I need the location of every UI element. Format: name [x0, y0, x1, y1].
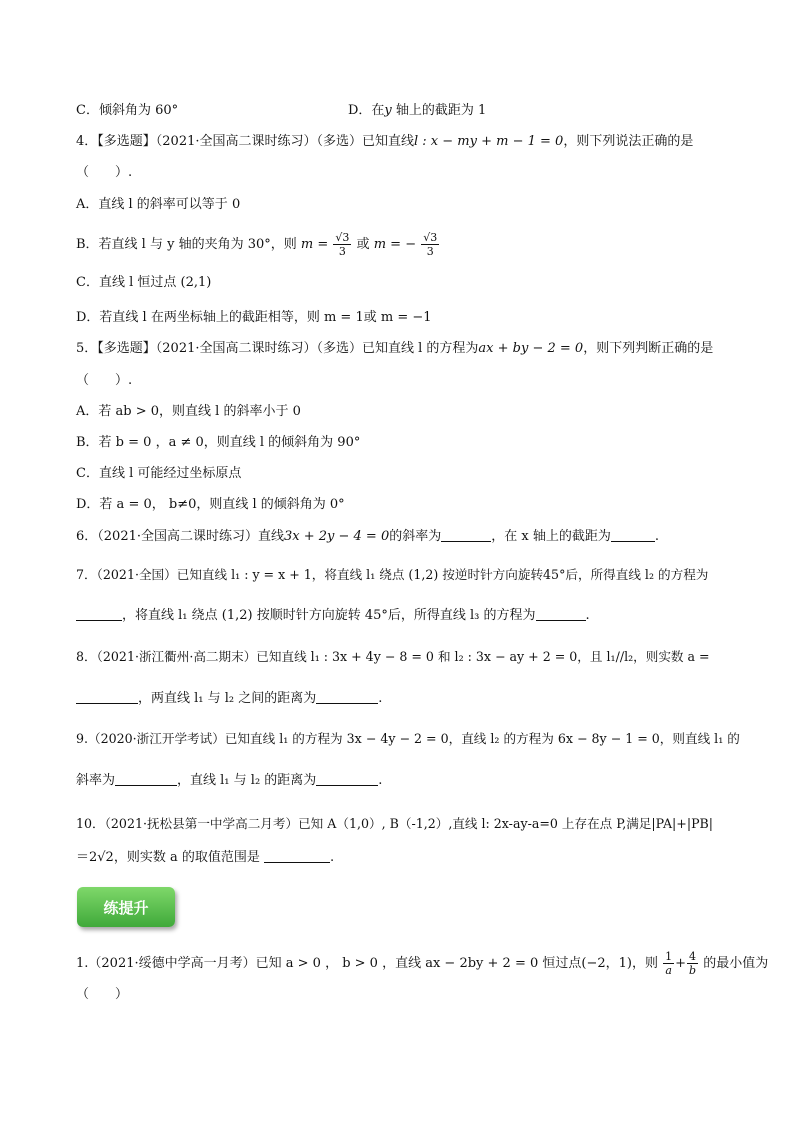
q4-paren: （ ）.	[76, 165, 133, 180]
q7-blank-1[interactable]	[76, 608, 122, 621]
q4-stem-text: 4．【多选题】（2021·全国高二课时练习）（多选）已知直线	[76, 134, 414, 149]
q8-blank-1[interactable]	[76, 691, 138, 704]
p1-frac2-den: b	[689, 964, 697, 977]
q6-equation: 3x + 2y − 4 = 0	[284, 529, 390, 544]
q5-equation: ax + by − 2 = 0	[478, 341, 584, 356]
p1-line1-pre: 1.（2021·绥德中学高一月考）已知 a > 0 ， b > 0 ，直线 ax − 2by + 2 = 0 恒过点(−2，1)，则	[76, 956, 658, 971]
section-button-lian-ti-sheng[interactable]: 练提升	[77, 887, 175, 927]
q5-paren: （ ）.	[76, 373, 133, 388]
q9-line2-pre: 斜率为	[76, 773, 116, 788]
q10-line2-pre: ＝2√2，则实数 a 的取值范围是	[76, 850, 260, 865]
q6-pre: 6．（2021·全国高二课时练习）直线	[76, 529, 284, 544]
q8-end: .	[378, 691, 383, 706]
q6-mid: 的斜率为	[389, 529, 442, 544]
q3-option-c: C．倾斜角为 60°	[76, 103, 179, 118]
q6-blank-2[interactable]	[611, 529, 655, 542]
p1-frac1-num: 1	[665, 950, 673, 963]
q4-option-b-or: 或	[356, 237, 370, 252]
q5-option-b: B．若 b = 0 ，a ≠ 0，则直线 l 的倾斜角为 90°	[76, 435, 361, 450]
p1-fraction-1	[663, 950, 674, 977]
p1-frac2-num: 4	[687, 950, 698, 964]
q4-stem	[76, 133, 693, 151]
p1-frac1-den: a	[665, 964, 672, 977]
q7-end: .	[585, 608, 590, 623]
q7-line-1: 7．（2021·全国）已知直线 l₁ : y = x + 1，将直线 l₁ 绕点 (1,2) 按逆时针方向旋转45°后，所得直线 l₂ 的方程为	[76, 567, 709, 582]
q4-option-b	[76, 231, 440, 258]
q4-fraction-1	[333, 231, 351, 258]
q4-option-d: D．若直线 l 在两坐标轴上的截距相等，则 m = 1或 m = −1	[76, 310, 432, 325]
q8-line-2	[76, 690, 382, 708]
q10-blank[interactable]	[264, 850, 330, 863]
q6-blank-1[interactable]	[441, 529, 491, 542]
q7-line2-mid: ，将直线 l₁ 绕点 (1,2) 按顺时针方向旋转 45°后，所得直线 l₃ 的方程为	[122, 608, 536, 623]
q9-line-2	[76, 772, 382, 790]
q9-line-1: 9.（2020·浙江开学考试）已知直线 l₁ 的方程为 3x − 4y − 2 = 0，直线 l₂ 的方程为 6x − 8y − 1 = 0，则直线 l₁ 的	[76, 731, 740, 746]
q9-line2-mid: ，直线 l₁ 与 l₂ 的距离为	[177, 773, 317, 788]
q6-mid2: ，在 x 轴上的截距为	[491, 529, 611, 544]
q5-stem	[76, 340, 713, 358]
q4-option-b-m2: m = −	[373, 237, 417, 252]
q10-line-1: 10．（2021·抚松县第一中学高二月考）已知 A（1,0）, B（-1,2）,直线 l: 2x-ay-a=0 上存在点 P,满足|PA|+|PB|	[76, 816, 714, 831]
p1-line-1	[76, 950, 768, 977]
q8-line-1: 8．（2021·浙江衢州·高二期末）已知直线 l₁ : 3x + 4y − 8 = 0 和 l₂ : 3x − ay + 2 = 0，且 l₁//l₂，则实数 a =	[76, 649, 710, 664]
q4-frac1-num: √3	[335, 231, 350, 244]
q3-option-d: D．在𝑦 轴上的截距为 1	[348, 103, 487, 118]
q4-frac2-num: √3	[423, 231, 438, 244]
q4-option-c: C．直线 l 恒过点 (2,1)	[76, 275, 212, 290]
q4-stem-tail: ，则下列说法正确的是	[563, 134, 694, 149]
q9-blank-2[interactable]	[316, 773, 378, 786]
q8-blank-2[interactable]	[316, 691, 378, 704]
q5-stem-tail: ，则下列判断正确的是	[583, 341, 714, 356]
q5-option-c: C．直线 l 可能经过坐标原点	[76, 466, 242, 481]
q5-option-d: D．若 a = 0， b≠0，则直线 l 的倾斜角为 0°	[76, 497, 345, 512]
q9-end: .	[378, 773, 383, 788]
q6-end: .	[654, 529, 659, 544]
q7-blank-2[interactable]	[536, 608, 586, 621]
q5-stem-text: 5．【多选题】（2021·全国高二课时练习）（多选）已知直线 l 的方程为	[76, 341, 479, 356]
q4-option-b-text: B．若直线 l 与 y 轴的夹角为 30°，则	[76, 237, 297, 252]
q4-frac2-den: 3	[426, 245, 434, 258]
q10-end: .	[329, 850, 335, 865]
p1-paren: （ ）	[76, 987, 129, 1002]
q4-option-a: A．直线 l 的斜率可以等于 0	[76, 197, 241, 212]
p1-plus: +	[675, 956, 687, 971]
q7-line-2	[76, 607, 590, 625]
q8-line2-mid: ，两直线 l₁ 与 l₂ 之间的距离为	[138, 691, 317, 706]
q4-frac1-den: 3	[338, 245, 346, 258]
q4-equation: l : x − my + m − 1 = 0	[414, 134, 564, 149]
q6-line	[76, 528, 659, 546]
q4-option-b-m: m =	[300, 237, 329, 252]
q10-line-2	[76, 849, 334, 867]
p1-line1-end: 的最小值为	[703, 956, 769, 971]
q9-blank-1[interactable]	[115, 773, 177, 786]
q4-fraction-2	[421, 231, 439, 258]
q5-option-a: A．若 ab > 0，则直线 l 的斜率小于 0	[76, 404, 301, 419]
p1-fraction-2	[687, 950, 698, 977]
